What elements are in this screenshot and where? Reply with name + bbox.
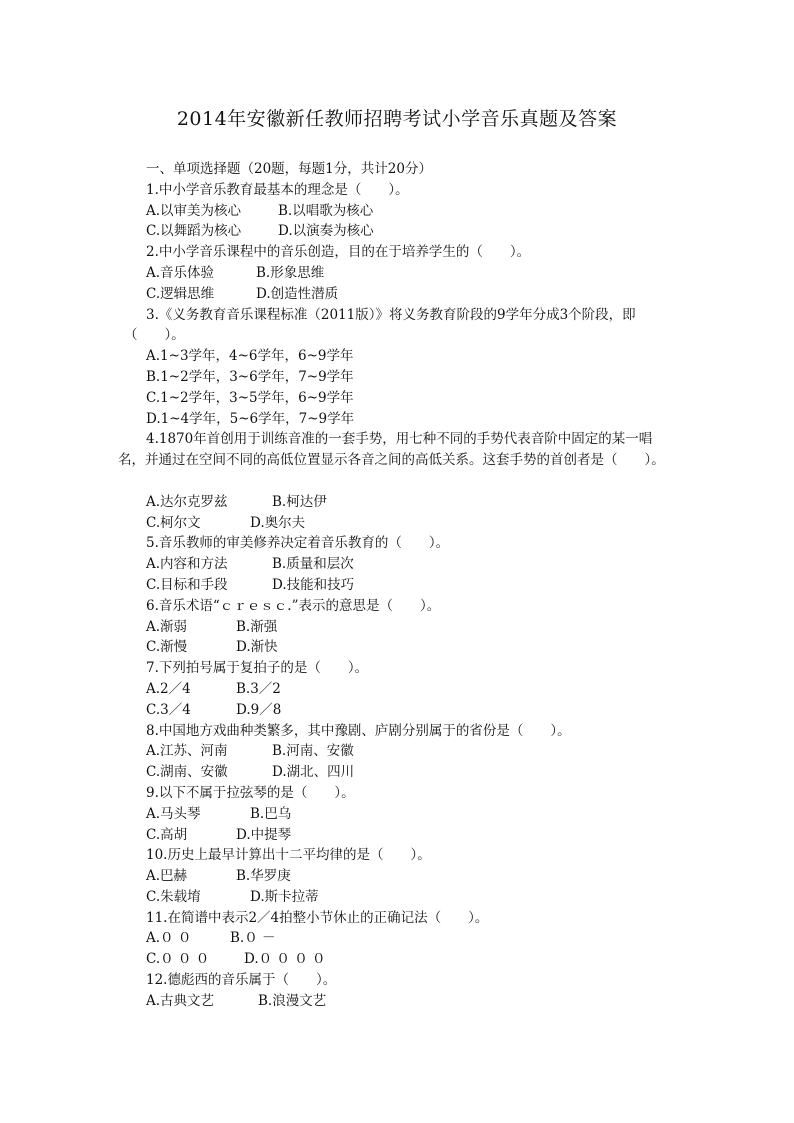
option-c: C.目标和手段: [146, 576, 228, 593]
option-a: A.马头琴: [146, 805, 201, 822]
option-d: D.斯卡拉蒂: [250, 888, 319, 905]
option-c: C.逻辑思维: [146, 285, 215, 302]
question-2-options-ab: [118, 263, 678, 284]
option-c: C.柯尔文: [146, 514, 201, 531]
document-body: [118, 159, 678, 1012]
question-11-options-ab: [118, 928, 678, 949]
question-4-line-2: 名，并通过在空间不同的高低位置显示各音之间的高低关系。这套手势的首创者是（ ）。: [118, 452, 665, 469]
option-c: C.渐慢: [146, 639, 188, 656]
question-7: 7.下列拍号属于复拍子的是（ ）。: [146, 660, 369, 677]
question-4-options-ab: [118, 492, 678, 513]
option-b: B.巴乌: [250, 805, 292, 822]
question-2: 2.中小学音乐课程中的音乐创造，目的在于培养学生的（ ）。: [146, 244, 531, 261]
option-b: B.质量和层次: [272, 556, 354, 573]
option-a: A.1~3学年，4~6学年，6~9学年: [146, 348, 354, 365]
page-title: 2014年安徽新任教师招聘考试小学音乐真题及答案: [176, 108, 618, 130]
option-b: B.渐强: [236, 618, 278, 635]
section-heading: 一、单项选择题（20题，每题1分，共计20分）: [146, 161, 432, 177]
option-a: A.江苏、河南: [146, 743, 228, 760]
question-6-options-ab: [118, 617, 678, 638]
option-c: C.1~2学年，3~5学年，6~9学年: [146, 389, 354, 406]
option-d: D.０ ０ ０ ０: [244, 951, 326, 968]
option-c: C.3／4: [146, 701, 191, 718]
option-a: A.古典文艺: [146, 992, 215, 1009]
option-d: D.技能和技巧: [272, 576, 355, 593]
option-c: C.湖南、安徽: [146, 764, 228, 781]
option-d: D.渐快: [236, 639, 278, 656]
question-7-options-cd: [118, 700, 678, 721]
question-9-options-ab: [118, 804, 678, 825]
question-9: 9.以下不属于拉弦琴的是（ ）。: [146, 784, 355, 801]
question-1: 1.中小学音乐教育最基本的理念是（ ）。: [146, 181, 409, 198]
question-3-line-2: （ ）。: [124, 327, 185, 344]
option-a: A.巴赫: [146, 868, 188, 885]
question-6-options-cd: [118, 637, 678, 658]
question-12-options-ab: [118, 991, 678, 1012]
question-3-line-1: 3.《义务教育音乐课程标准（2011版）》将义务教育阶段的9学年分成3个阶段，即: [146, 306, 636, 323]
option-a: A.2／4: [146, 680, 191, 697]
question-10: 10.历史上最早计算出十二平均律的是（ ）。: [146, 847, 431, 864]
question-10-options-ab: [118, 866, 678, 887]
option-b: B.浪漫文艺: [258, 992, 327, 1009]
option-b: B.０ －: [230, 930, 276, 947]
question-8: 8.中国地方戏曲种类繁多，其中豫剧、庐剧分别属于的省份是（ ）。: [146, 722, 571, 739]
question-8-options-ab: [118, 741, 678, 762]
question-7-options-ab: [118, 679, 678, 700]
option-a: A.音乐体验: [146, 264, 215, 281]
option-d: D.中提琴: [236, 826, 292, 843]
question-4-line-1: 4.1870年首创用于训练音准的一套手势，用七种不同的手势代表音阶中固定的某一唱: [146, 431, 653, 448]
option-b: B.以唱歌为核心: [278, 202, 374, 219]
option-b: B.柯达伊: [272, 493, 327, 510]
blank-line: [118, 471, 678, 492]
option-d: D.以演奏为核心: [278, 223, 374, 240]
question-5-options-cd: [118, 575, 678, 596]
question-4-options-cd: [118, 513, 678, 534]
option-c: C.高胡: [146, 826, 188, 843]
option-b: B.河南、安徽: [272, 743, 354, 760]
option-b: B.形象思维: [256, 264, 325, 281]
option-a: A.以审美为核心: [146, 202, 242, 219]
question-1-options-cd: [118, 221, 678, 242]
question-11: 11.在简谱中表示2／4拍整小节休止的正确记法（ ）。: [146, 909, 489, 926]
option-c: C.０ ０ ０: [146, 951, 210, 968]
option-a: A.０ ０: [146, 930, 192, 947]
option-c: C.以舞蹈为核心: [146, 223, 242, 240]
question-6: 6.音乐术语“ｃｒｅｓｃ.”表示的意思是（ ）。: [146, 597, 441, 614]
option-b: B.3／2: [236, 680, 281, 697]
question-12: 12.德彪西的音乐属于（ ）。: [146, 972, 337, 989]
option-d: D.湖北、四川: [272, 764, 355, 781]
question-5: 5.音乐教师的审美修养决定着音乐教育的（ ）。: [146, 535, 450, 552]
option-d: D.创造性潜质: [256, 285, 339, 302]
option-c: C.朱载堉: [146, 888, 201, 905]
option-d: D.1~4学年，5~6学年，7~9学年: [146, 410, 355, 427]
question-5-options-ab: [118, 554, 678, 575]
option-a: A.达尔克罗兹: [146, 493, 228, 510]
option-b: B.1~2学年，3~6学年，7~9学年: [146, 368, 354, 385]
question-11-options-cd: [118, 949, 678, 970]
question-1-options-ab: [118, 201, 678, 222]
option-d: D.9／8: [236, 701, 282, 718]
question-9-options-cd: [118, 825, 678, 846]
question-10-options-cd: [118, 887, 678, 908]
option-b: B.华罗庚: [236, 868, 291, 885]
option-a: A.渐弱: [146, 618, 188, 635]
question-8-options-cd: [118, 762, 678, 783]
option-a: A.内容和方法: [146, 556, 228, 573]
question-2-options-cd: [118, 284, 678, 305]
option-d: D.奥尔夫: [250, 514, 306, 531]
